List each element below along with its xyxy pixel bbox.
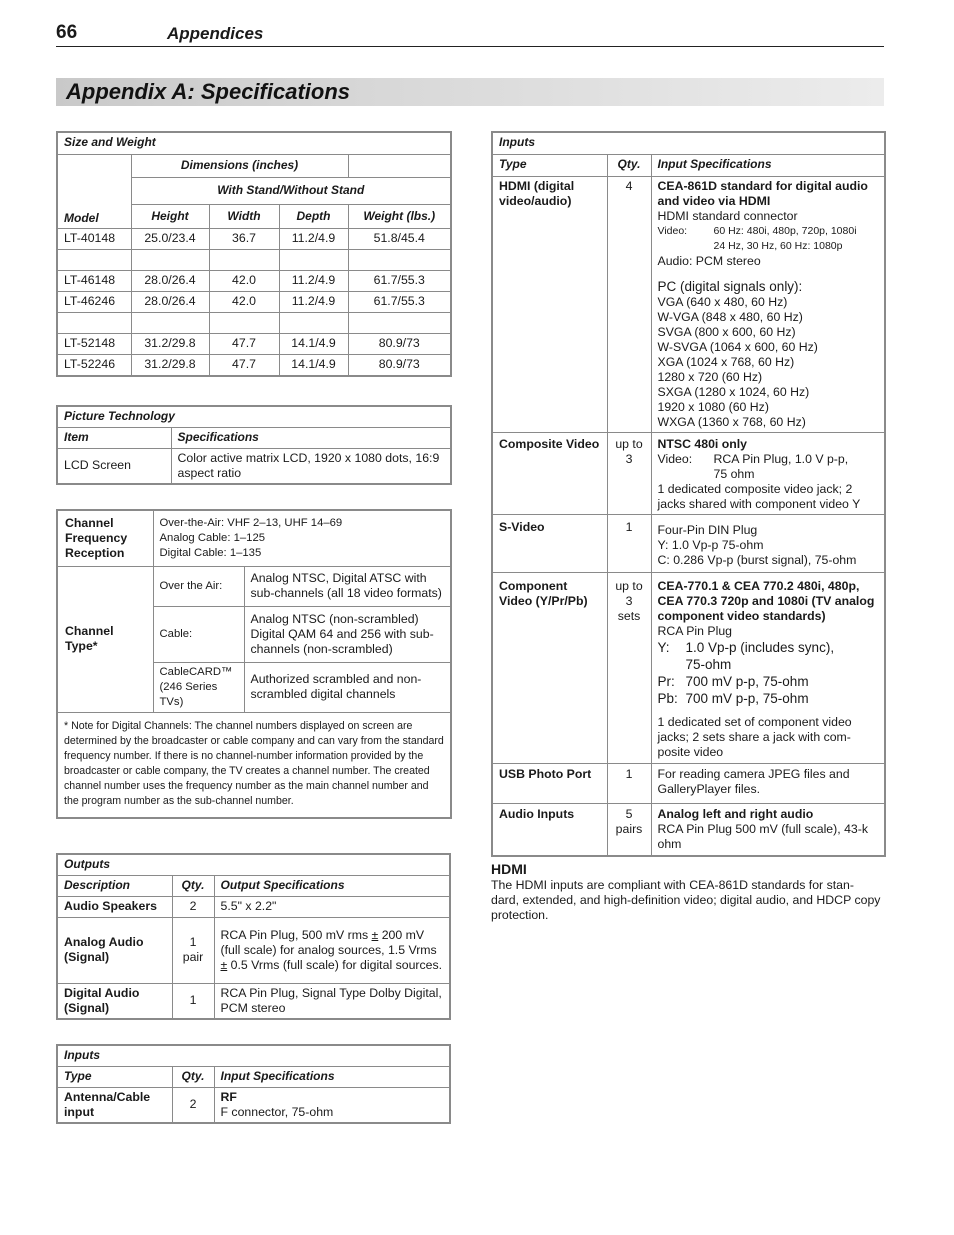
pc-mode: W-VGA (848 x 480, 60 Hz) — [657, 309, 803, 324]
table-row — [57, 448, 451, 484]
channel-desc: Analog NTSC, Digital ATSC with sub-channels (all 18 video formats) — [244, 566, 451, 606]
pc-heading: PC (digital signals only): — [657, 278, 803, 294]
hdmi-body: The HDMI inputs are compliant with CEA-861D standards for stan-dard, extended, and high-definition video; digital audio, and HDCP copy protection. — [491, 878, 881, 922]
cell: 42.0 — [209, 291, 279, 312]
y-label: Y: — [657, 639, 670, 655]
pc-mode: 1280 x 720 (60 Hz) — [657, 369, 763, 384]
pc-mode: W-SVGA (1064 x 600, 60 Hz) — [657, 339, 818, 354]
cell: RCA Pin Plug, Signal Type Dolby Digital, PCM stereo — [214, 983, 450, 1019]
cell: LT-52246 — [57, 354, 131, 376]
channel-footnote: * Note for Digital Channels: The channel numbers displayed on screen are determined by the broadcaster or cable company and can vary from the standard frequency number. If there is no channel-number information provided by the broadcaster or cable company, the TV creates a channel number. The created channel number uses the frequency number as the main channel number and the program number as the sub-channel number. — [57, 712, 451, 818]
col-header-spec: Specifications — [171, 427, 451, 448]
pr-value: 700 mV p-p, 75-ohm — [685, 673, 809, 689]
table-caption: Inputs — [492, 132, 885, 154]
cell: Audio Inputs — [492, 803, 607, 856]
pb-value: 700 mV p-p, 75-ohm — [685, 690, 809, 706]
inputs-table-left — [56, 1044, 451, 1124]
col-header-width: Width — [209, 204, 279, 228]
cell: 1 — [607, 514, 651, 572]
text: RCA Pin Plug, 500 mV rms — [220, 927, 372, 942]
cell: up to 3 — [607, 432, 651, 514]
video-value: RCA Pin Plug, 1.0 V p-p, — [713, 451, 849, 466]
cell: 1 — [172, 983, 214, 1019]
pr-label: Pr: — [657, 673, 675, 689]
pb-line — [658, 690, 879, 707]
cell: 47.7 — [209, 333, 279, 354]
spec-text: RCA Pin Plug 500 mV (full scale), 43-k ohm — [657, 821, 868, 851]
inputs-table-right — [491, 131, 886, 857]
video-line — [658, 452, 879, 467]
cell: USB Photo Port — [492, 763, 607, 803]
video-value: 60 Hz: 480i, 480p, 720p, 1080i — [713, 224, 857, 237]
pc-mode: SXGA (1280 x 1024, 60 Hz) — [657, 384, 810, 399]
cell: 61.7/55.3 — [348, 270, 451, 291]
page-number: 66 — [56, 22, 78, 43]
cell: 1 — [607, 763, 651, 803]
col-header-description: Description — [57, 875, 172, 896]
table-row-composite — [492, 432, 885, 514]
freq-line: Analog Cable: 1–125 — [159, 531, 266, 544]
cell: Component Video (Y/Pr/Pb) — [492, 572, 607, 763]
pc-mode: WXGA (1360 x 768, 60 Hz) — [657, 414, 806, 429]
channel-table — [56, 509, 452, 819]
col-header-dimensions: Dimensions (inches) — [131, 154, 348, 177]
spacer-row — [57, 249, 451, 270]
cell: Audio Speakers — [57, 896, 172, 917]
video-value: 75 ohm — [713, 466, 755, 481]
cell: 2 — [172, 896, 214, 917]
cell: 14.1/4.9 — [279, 333, 348, 354]
col-header-output-spec: Output Specifications — [214, 875, 450, 896]
channel-source: Cable: — [153, 606, 244, 662]
cell: 5 pairs — [607, 803, 651, 856]
hdmi-heading: HDMI — [491, 861, 527, 877]
cell: 14.1/4.9 — [279, 354, 348, 376]
table-row — [57, 917, 450, 983]
table-row — [57, 291, 451, 312]
table-caption: Inputs — [57, 1045, 450, 1066]
spec-bold: RF — [220, 1089, 237, 1104]
channel-source: CableCARD™ (246 Series TVs) — [153, 662, 244, 712]
col-header-item: Item — [57, 427, 171, 448]
col-header-height: Height — [131, 204, 209, 228]
cell — [214, 1087, 450, 1123]
table-row — [57, 354, 451, 376]
cell: 28.0/26.4 — [131, 291, 209, 312]
cell — [651, 803, 885, 856]
cell: HDMI (digital video/audio) — [492, 176, 607, 432]
freq-line: Digital Cable: 1–135 — [159, 546, 262, 559]
spec-text: HDMI standard connector — [657, 208, 798, 223]
cell: 31.2/29.8 — [131, 354, 209, 376]
size-weight-table — [56, 131, 452, 377]
page-title: Appendix A: Specifications — [66, 79, 351, 104]
video-line — [658, 224, 879, 239]
title-banner — [56, 78, 884, 106]
spec-text: Y: 1.0 Vp-p 75-ohm — [657, 537, 764, 552]
spec-text: F connector, 75-ohm — [220, 1104, 334, 1119]
y-value: 1.0 Vp-p (includes sync), — [685, 639, 835, 655]
table-caption: Outputs — [57, 854, 450, 875]
cell: LT-52148 — [57, 333, 131, 354]
table-caption: Size and Weight — [57, 132, 451, 154]
spec-text: 1 dedicated set of component video jacks; 2 sets share a jack with com-posite video — [657, 714, 852, 759]
table-caption: Picture Technology — [57, 406, 451, 427]
col-header-qty: Qty. — [172, 875, 214, 896]
pc-mode: 1920 x 1080 (60 Hz) — [657, 399, 769, 414]
cell: 51.8/45.4 — [348, 228, 451, 249]
section-title: Appendices — [167, 24, 264, 43]
table-row — [57, 1087, 450, 1123]
channel-type-label: Channel Type* — [57, 566, 153, 712]
spec-bold: Analog left and right audio — [657, 806, 814, 821]
spec-text: C: 0.286 Vp-p (burst signal), 75-ohm — [657, 552, 857, 567]
cell: Composite Video — [492, 432, 607, 514]
cell — [651, 176, 885, 432]
table-row — [57, 228, 451, 249]
col-header-qty: Qty. — [172, 1066, 214, 1087]
col-header-input-spec: Input Specifications — [214, 1066, 450, 1087]
channel-desc: Authorized scrambled and non-scrambled digital channels — [244, 662, 451, 712]
pr-line — [658, 673, 879, 690]
col-header-depth: Depth — [279, 204, 348, 228]
col-header-type: Type — [492, 154, 607, 176]
spec-bold: CEA-861D standard for digital audio and video via HDMI — [657, 178, 868, 208]
table-row — [57, 333, 451, 354]
cell: LT-46148 — [57, 270, 131, 291]
text: 200 mV (full scale) for analog sources, 1.5 Vrms — [220, 927, 437, 957]
y-line — [658, 656, 879, 673]
cell: Analog Audio (Signal) — [57, 917, 172, 983]
picture-technology-table — [56, 405, 452, 485]
cell: 36.7 — [209, 228, 279, 249]
spec-bold: CEA-770.1 & CEA 770.2 480i, 480p, CEA 770.3 720p and 1080i (TV analog component video standards) — [657, 578, 875, 623]
video-label: Video: — [657, 224, 688, 237]
video-line — [658, 239, 879, 254]
stand-header: With Stand/Without Stand — [131, 177, 451, 204]
cell: 42.0 — [209, 270, 279, 291]
cell: 25.0/23.4 — [131, 228, 209, 249]
outputs-table — [56, 853, 451, 1020]
channel-frequency-values — [153, 510, 451, 566]
plus-minus: ± — [371, 927, 379, 942]
y-value: 75-ohm — [685, 656, 732, 672]
table-row-component — [492, 572, 885, 763]
freq-line: Over-the-Air: VHF 2–13, UHF 14–69 — [159, 516, 343, 529]
cell: 61.7/55.3 — [348, 291, 451, 312]
cell: 1 pair — [172, 917, 214, 983]
spec-text: RCA Pin Plug — [657, 623, 733, 638]
spec-bold: NTSC 480i only — [657, 436, 748, 451]
table-row-svideo — [492, 514, 885, 572]
spec-text: 1 dedicated composite video jack; 2 jacks shared with component video Y — [657, 481, 861, 511]
table-row-hdmi — [492, 176, 885, 432]
col-header-input-spec: Input Specifications — [651, 154, 885, 176]
plus-minus: ± — [220, 957, 228, 972]
cell: LCD Screen — [57, 448, 171, 484]
cell: Antenna/Cable input — [57, 1087, 172, 1123]
pc-mode: XGA (1024 x 768, 60 Hz) — [657, 354, 795, 369]
col-header-qty: Qty. — [607, 154, 651, 176]
cell — [651, 572, 885, 763]
cell: 2 — [172, 1087, 214, 1123]
spec-text: Four-Pin DIN Plug — [657, 522, 758, 537]
cell — [651, 432, 885, 514]
spec-text: Audio: PCM stereo — [657, 253, 761, 268]
channel-frequency-label: Channel Frequency Reception — [57, 510, 153, 566]
video-line — [658, 467, 879, 482]
col-header-weight: Weight (lbs.) — [348, 204, 451, 228]
cell: 11.2/4.9 — [279, 291, 348, 312]
header-rule — [56, 46, 884, 47]
channel-desc: Analog NTSC (non-scrambled) Digital QAM 64 and 256 with sub-channels (non-scrambled) — [244, 606, 451, 662]
cell: Color active matrix LCD, 1920 x 1080 dots, 16:9 aspect ratio — [171, 448, 451, 484]
pc-mode: VGA (640 x 480, 60 Hz) — [657, 294, 788, 309]
cell: 4 — [607, 176, 651, 432]
cell: Digital Audio (Signal) — [57, 983, 172, 1019]
text: 0.5 Vrms (full scale) for digital sources. — [227, 957, 443, 972]
cell: 47.7 — [209, 354, 279, 376]
cell: S-Video — [492, 514, 607, 572]
col-header-type: Type — [57, 1066, 172, 1087]
y-line — [658, 639, 879, 656]
cell: up to 3 sets — [607, 572, 651, 763]
cell: 31.2/29.8 — [131, 333, 209, 354]
table-row — [57, 270, 451, 291]
channel-source: Over the Air: — [153, 566, 244, 606]
video-value: 24 Hz, 30 Hz, 60 Hz: 1080p — [713, 239, 843, 252]
cell: LT-40148 — [57, 228, 131, 249]
table-row-usb — [492, 763, 885, 803]
col-header-model: Model — [57, 154, 131, 228]
table-row-audio — [492, 803, 885, 856]
cell: 5.5" x 2.2" — [214, 896, 450, 917]
cell: 11.2/4.9 — [279, 270, 348, 291]
cell: 80.9/73 — [348, 354, 451, 376]
spacer-row — [57, 312, 451, 333]
blank-cell — [348, 154, 451, 177]
cell: For reading camera JPEG files and GalleryPlayer files. — [651, 763, 885, 803]
cell — [214, 917, 450, 983]
cell: 11.2/4.9 — [279, 228, 348, 249]
video-label: Video: — [657, 451, 693, 466]
cell — [651, 514, 885, 572]
table-row — [57, 983, 450, 1019]
cell: 28.0/26.4 — [131, 270, 209, 291]
pb-label: Pb: — [657, 690, 678, 706]
table-row — [57, 896, 450, 917]
cell: 80.9/73 — [348, 333, 451, 354]
cell: LT-46246 — [57, 291, 131, 312]
pc-mode: SVGA (800 x 600, 60 Hz) — [657, 324, 796, 339]
